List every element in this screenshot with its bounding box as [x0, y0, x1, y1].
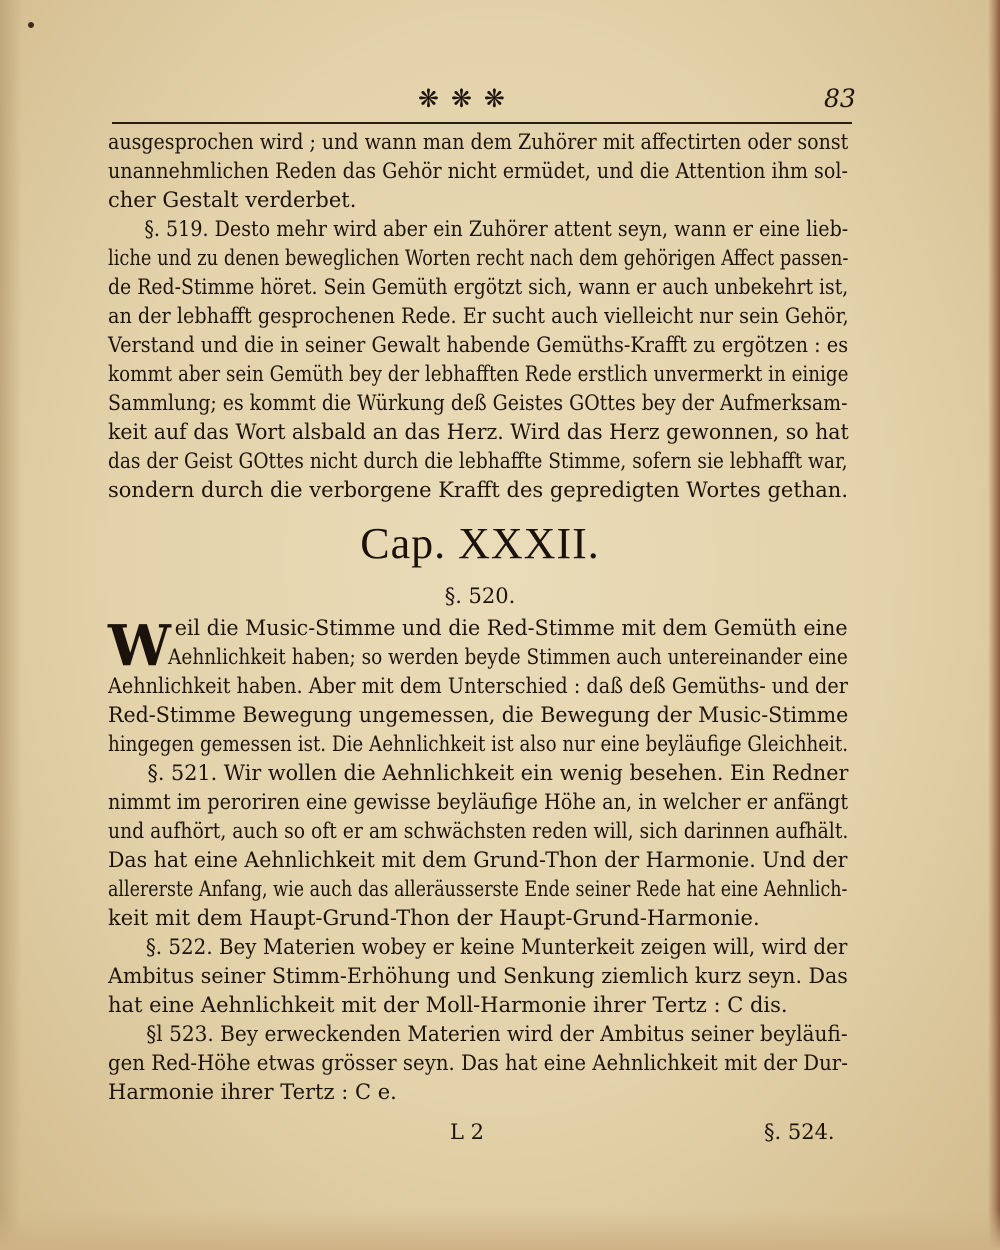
- text-line: gen Red-Höhe etwas grösser seyn. Das hat eine Aehnlichkeit mit der Dur-: [108, 1051, 848, 1075]
- text-line: keit auf das Wort alsbald an das Herz. Wird das Herz gewonnen, so hat: [108, 420, 849, 444]
- text-line: cher Gestalt verderbet.: [108, 188, 357, 212]
- text-line: Harmonie ihrer Tertz : C e.: [108, 1080, 397, 1104]
- text-line: nimmt im peroriren eine gewisse beyläufige Höhe an, in welcher er anfängt: [108, 790, 849, 814]
- chapter-heading: Cap. XXXII.: [360, 519, 600, 568]
- text-line: eil die Music-Stimme und die Red-Stimme mit dem Gemüth eine: [174, 616, 848, 640]
- text-line: Red-Stimme Bewegung ungemessen, die Bewegung der Music-Stimme: [108, 703, 849, 727]
- text-line: Ambitus seiner Stimm-Erhöhung und Senkung ziemlich kurz seyn. Das: [108, 964, 848, 988]
- text-block-top: [108, 128, 848, 505]
- text-line: Verstand und die in seiner Gewalt habende Gemüths-Krafft zu ergötzen : es: [108, 333, 849, 357]
- text-line: Sammlung; es kommt die Würkung deß Geistes GOttes bey der Aufmerksam-: [108, 391, 848, 415]
- text-line: und aufhört, auch so oft er am schwächsten reden will, sich darinnen aufhält.: [108, 819, 849, 843]
- text-line: hat eine Aehnlichkeit mit der Moll-Harmonie ihrer Tertz : C dis.: [108, 993, 788, 1017]
- text-line: §l 523. Bey erweckenden Materien wird der Ambitus seiner beyläufi-: [146, 1022, 848, 1046]
- text-line: Das hat eine Aehnlichkeit mit dem Grund-Thon der Harmonie. Und der: [108, 848, 848, 872]
- text-line: §. 522. Bey Materien wobey er keine Munterkeit zeigen will, wird der: [145, 935, 848, 959]
- text-line: Aehnlichkeit haben; so werden beyde Stimmen auch untereinander eine: [167, 645, 848, 669]
- text-line: de Red-Stimme höret. Sein Gemüth ergötzt sich, wann er auch unbekehrt ist,: [108, 275, 849, 299]
- text-block-bottom: [108, 614, 848, 1107]
- text-line: Aehnlichkeit haben. Aber mit dem Unterschied : daß deß Gemüths- und der: [108, 674, 848, 698]
- text-line: allererste Anfang, wie auch das alleräusserste Ende seiner Rede hat eine Aehnlich-: [108, 877, 848, 901]
- ink-spot: [28, 22, 34, 28]
- signature-mark: L 2: [450, 1120, 484, 1144]
- section-heading: §. 520.: [444, 584, 516, 608]
- text-line: §. 519. Desto mehr wird aber ein Zuhörer attent seyn, wann er eine lieb-: [144, 217, 849, 241]
- text-line: unannehmlichen Reden das Gehör nicht ermüdet, und die Attention ihm sol-: [108, 159, 848, 183]
- catchword: §. 524.: [764, 1120, 835, 1144]
- header-ornament: ❋❋❋: [418, 84, 517, 113]
- text-line: liche und zu denen beweglichen Worten recht nach dem gehörigen Affect passen-: [108, 246, 849, 270]
- page-gutter-shadow: [0, 0, 22, 1250]
- drop-cap: W: [108, 613, 171, 679]
- text-line: sondern durch die verborgene Krafft des gepredigten Wortes gethan.: [108, 478, 849, 502]
- text-line: kommt aber sein Gemüth bey der lebhafften Rede erstlich unvermerkt in einige: [108, 362, 849, 386]
- header-rule: [112, 122, 852, 124]
- page-edge: [988, 0, 1000, 1250]
- text-line: an der lebhafft gesprochenen Rede. Er sucht auch vielleicht nur sein Gehör,: [108, 304, 849, 328]
- text-line: das der Geist GOttes nicht durch die lebhaffte Stimme, sofern sie lebhafft war,: [108, 449, 848, 473]
- page-bottom-shadow: [0, 1210, 1000, 1250]
- text-line: hingegen gemessen ist. Die Aehnlichkeit ist also nur eine beyläufige Gleichheit.: [108, 732, 849, 756]
- text-line: §. 521. Wir wollen die Aehnlichkeit ein wenig besehen. Ein Redner: [147, 761, 849, 785]
- text-line: ausgesprochen wird ; und wann man dem Zuhörer mit affectirten oder sonst: [108, 130, 849, 154]
- page-number: 83: [824, 84, 856, 113]
- text-line: keit mit dem Haupt-Grund-Thon der Haupt-Grund-Harmonie.: [108, 906, 760, 930]
